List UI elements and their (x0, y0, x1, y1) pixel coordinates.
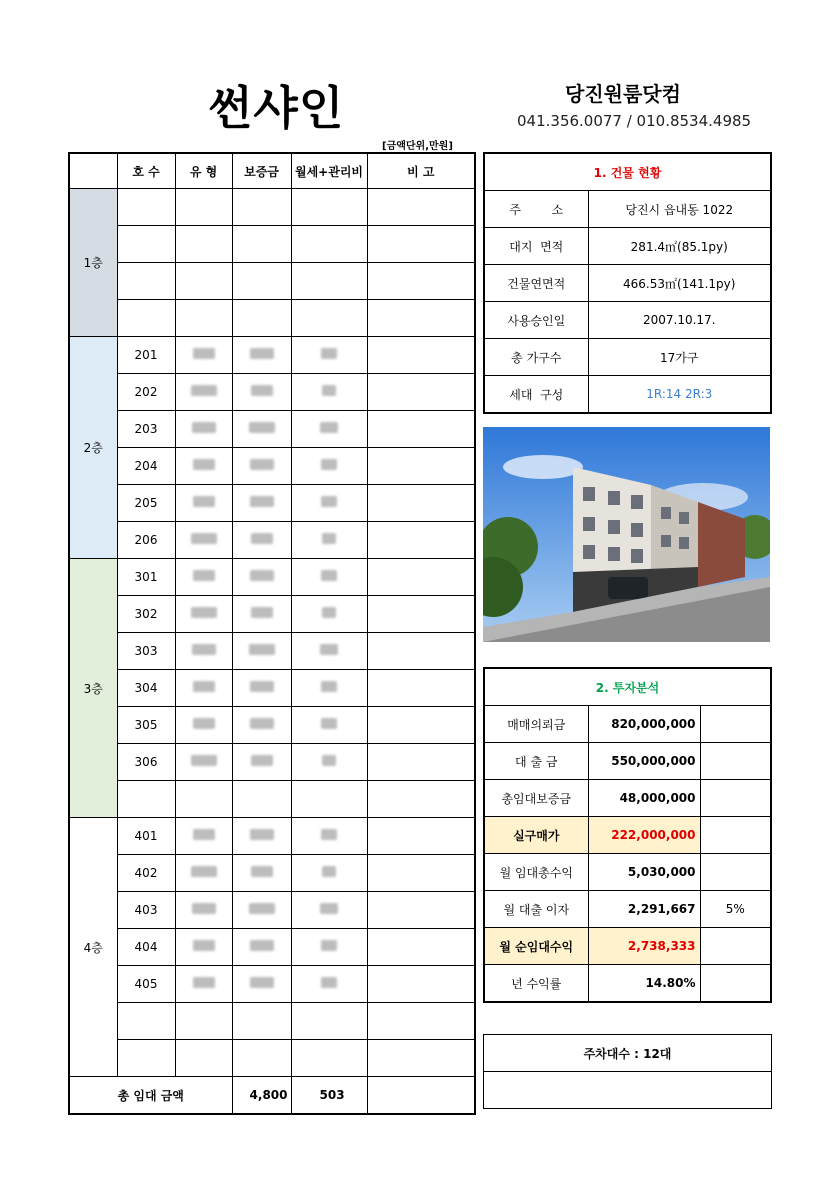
building-name-title: 썬샤인 (208, 81, 345, 135)
redacted-value (251, 755, 273, 766)
building-value: 17가구 (588, 339, 771, 376)
room-remarks (367, 596, 475, 633)
investment-extra (700, 743, 771, 780)
redacted-value (250, 718, 274, 729)
room-deposit (232, 670, 291, 707)
redacted-value (191, 866, 217, 877)
room-monthly (291, 263, 367, 300)
room-type (175, 818, 232, 855)
redacted-value (193, 570, 215, 581)
investment-label: 매매의뢰금 (484, 706, 588, 743)
room-deposit (232, 744, 291, 781)
room-type (175, 966, 232, 1003)
room-type (175, 744, 232, 781)
room-remarks (367, 263, 475, 300)
total-row (69, 1077, 475, 1115)
investment-value: 222,000,000 (588, 817, 700, 854)
room-type (175, 892, 232, 929)
room-deposit (232, 707, 291, 744)
rooms-table (68, 152, 476, 1115)
room-type (175, 707, 232, 744)
room-number: 204 (117, 448, 175, 485)
room-monthly (291, 411, 367, 448)
room-number (117, 226, 175, 263)
redacted-value (250, 570, 274, 581)
room-monthly (291, 559, 367, 596)
investment-label: 총임대보증금 (484, 780, 588, 817)
building-row (484, 191, 771, 228)
room-row (69, 300, 475, 337)
building-label: 총 가구수 (484, 339, 588, 376)
room-row (69, 744, 475, 781)
redacted-value (192, 422, 216, 433)
parking-label: 주차대수 : 12대 (484, 1035, 772, 1072)
building-photo (483, 427, 770, 642)
room-deposit (232, 818, 291, 855)
redacted-value (191, 607, 217, 618)
header-type: 유 형 (175, 153, 232, 189)
room-remarks (367, 300, 475, 337)
room-number: 405 (117, 966, 175, 1003)
redacted-value (193, 459, 215, 470)
redacted-value (191, 533, 217, 544)
room-row (69, 485, 475, 522)
redacted-value (321, 570, 337, 581)
room-monthly (291, 448, 367, 485)
redacted-value (193, 718, 215, 729)
investment-row (484, 780, 771, 817)
room-deposit (232, 300, 291, 337)
redacted-value (251, 533, 273, 544)
room-remarks (367, 522, 475, 559)
room-monthly (291, 781, 367, 818)
room-type (175, 485, 232, 522)
building-info-table (483, 152, 772, 414)
room-row (69, 596, 475, 633)
investment-extra (700, 817, 771, 854)
redacted-value (250, 940, 274, 951)
investment-extra (700, 928, 771, 965)
building-value: 466.53㎡(141.1py) (588, 265, 771, 302)
investment-row (484, 817, 771, 854)
redacted-value (193, 829, 215, 840)
building-label: 세대 구성 (484, 376, 588, 414)
room-row (69, 929, 475, 966)
redacted-value (320, 422, 338, 433)
room-number: 304 (117, 670, 175, 707)
room-remarks (367, 1040, 475, 1077)
room-remarks (367, 892, 475, 929)
building-row (484, 265, 771, 302)
redacted-value (321, 829, 337, 840)
room-row (69, 522, 475, 559)
investment-label: 월 임대총수익 (484, 854, 588, 891)
redacted-value (320, 644, 338, 655)
building-row (484, 228, 771, 265)
room-number: 203 (117, 411, 175, 448)
redacted-value (321, 348, 337, 359)
redacted-value (321, 496, 337, 507)
room-row (69, 707, 475, 744)
room-monthly (291, 892, 367, 929)
room-row (69, 1040, 475, 1077)
room-number (117, 781, 175, 818)
room-deposit (232, 855, 291, 892)
room-number: 403 (117, 892, 175, 929)
company-name: 당진원룸닷컴 (565, 82, 681, 106)
total-remarks (367, 1077, 475, 1115)
room-deposit (232, 263, 291, 300)
building-section-title: 1. 건물 현황 (484, 153, 771, 191)
room-remarks (367, 559, 475, 596)
room-type (175, 559, 232, 596)
room-number: 302 (117, 596, 175, 633)
investment-extra (700, 965, 771, 1003)
room-monthly (291, 522, 367, 559)
room-row (69, 559, 475, 596)
room-type (175, 633, 232, 670)
room-remarks (367, 818, 475, 855)
redacted-value (322, 607, 336, 618)
room-number: 205 (117, 485, 175, 522)
room-number (117, 1040, 175, 1077)
investment-section-title: 2. 투자분석 (484, 668, 771, 706)
investment-row (484, 854, 771, 891)
room-row (69, 633, 475, 670)
redacted-value (250, 829, 274, 840)
room-remarks (367, 448, 475, 485)
room-remarks (367, 929, 475, 966)
room-monthly (291, 596, 367, 633)
redacted-value (251, 385, 273, 396)
room-deposit (232, 633, 291, 670)
room-number (117, 1003, 175, 1040)
investment-value: 48,000,000 (588, 780, 700, 817)
investment-value: 2,291,667 (588, 891, 700, 928)
investment-value: 2,738,333 (588, 928, 700, 965)
redacted-value (193, 496, 215, 507)
room-remarks (367, 670, 475, 707)
investment-label: 대 출 금 (484, 743, 588, 780)
room-type (175, 374, 232, 411)
room-deposit (232, 929, 291, 966)
redacted-value (250, 459, 274, 470)
company-phone: 041.356.0077 / 010.8534.4985 (517, 112, 752, 130)
investment-value: 550,000,000 (588, 743, 700, 780)
room-number: 303 (117, 633, 175, 670)
header-room-no: 호 수 (117, 153, 175, 189)
building-label: 대지 면적 (484, 228, 588, 265)
floor-label: 4층 (69, 818, 117, 1077)
room-number: 401 (117, 818, 175, 855)
room-remarks (367, 1003, 475, 1040)
redacted-value (249, 903, 275, 914)
room-remarks (367, 781, 475, 818)
room-monthly (291, 707, 367, 744)
room-monthly (291, 1003, 367, 1040)
redacted-value (322, 385, 336, 396)
building-value: 당진시 읍내동 1022 (588, 191, 771, 228)
header-remarks: 비 고 (367, 153, 475, 189)
room-remarks (367, 337, 475, 374)
room-remarks (367, 189, 475, 226)
investment-extra (700, 854, 771, 891)
investment-row (484, 743, 771, 780)
redacted-value (321, 718, 337, 729)
redacted-value (250, 681, 274, 692)
room-remarks (367, 855, 475, 892)
building-value: 2007.10.17. (588, 302, 771, 339)
building-row (484, 376, 771, 414)
room-deposit (232, 892, 291, 929)
investment-value: 5,030,000 (588, 854, 700, 891)
room-remarks (367, 411, 475, 448)
redacted-value (251, 607, 273, 618)
unit-note: [금액단위,만원] (382, 141, 453, 152)
room-row (69, 818, 475, 855)
room-deposit (232, 966, 291, 1003)
redacted-value (192, 644, 216, 655)
investment-label: 월 대출 이자 (484, 891, 588, 928)
room-deposit (232, 559, 291, 596)
room-type (175, 1040, 232, 1077)
room-monthly (291, 966, 367, 1003)
room-type (175, 522, 232, 559)
investment-label: 실구매가 (484, 817, 588, 854)
room-number: 404 (117, 929, 175, 966)
redacted-value (249, 422, 275, 433)
investment-row (484, 891, 771, 928)
room-type (175, 448, 232, 485)
room-row (69, 781, 475, 818)
room-type (175, 781, 232, 818)
building-row (484, 339, 771, 376)
investment-extra: 5% (700, 891, 771, 928)
room-row (69, 189, 475, 226)
room-type (175, 1003, 232, 1040)
room-deposit (232, 226, 291, 263)
room-type (175, 226, 232, 263)
room-monthly (291, 633, 367, 670)
room-monthly (291, 670, 367, 707)
room-monthly (291, 300, 367, 337)
room-type (175, 929, 232, 966)
building-value: 281.4㎡(85.1py) (588, 228, 771, 265)
redacted-value (321, 940, 337, 951)
room-deposit (232, 596, 291, 633)
room-number (117, 189, 175, 226)
floor-label: 2층 (69, 337, 117, 559)
floor-label: 3층 (69, 559, 117, 818)
room-type (175, 670, 232, 707)
investment-value: 14.80% (588, 965, 700, 1003)
room-remarks (367, 226, 475, 263)
room-row (69, 411, 475, 448)
room-number: 306 (117, 744, 175, 781)
redacted-value (250, 496, 274, 507)
rooms-header-row (69, 153, 475, 189)
room-deposit (232, 189, 291, 226)
redacted-value (192, 903, 216, 914)
room-type (175, 596, 232, 633)
room-monthly (291, 1040, 367, 1077)
redacted-value (249, 644, 275, 655)
building-row (484, 302, 771, 339)
room-monthly (291, 855, 367, 892)
redacted-value (322, 755, 336, 766)
room-number (117, 300, 175, 337)
header-blank (69, 153, 117, 189)
redacted-value (193, 940, 215, 951)
room-monthly (291, 929, 367, 966)
investment-row (484, 965, 771, 1003)
room-type (175, 189, 232, 226)
building-label: 건물연면적 (484, 265, 588, 302)
redacted-value (191, 755, 217, 766)
room-number: 301 (117, 559, 175, 596)
room-deposit (232, 522, 291, 559)
total-label: 총 임대 금액 (69, 1077, 232, 1115)
room-number: 206 (117, 522, 175, 559)
room-monthly (291, 337, 367, 374)
header-deposit: 보증금 (232, 153, 291, 189)
room-remarks (367, 633, 475, 670)
room-row (69, 226, 475, 263)
parking-table (483, 1034, 772, 1109)
room-monthly (291, 374, 367, 411)
redacted-value (321, 977, 337, 988)
room-deposit (232, 374, 291, 411)
room-number: 202 (117, 374, 175, 411)
room-number: 402 (117, 855, 175, 892)
parking-blank (484, 1072, 772, 1109)
header-monthly: 월세+관리비 (291, 153, 367, 189)
room-row (69, 337, 475, 374)
room-row (69, 448, 475, 485)
room-row (69, 670, 475, 707)
building-value: 1R:14 2R:3 (588, 376, 771, 414)
investment-extra (700, 780, 771, 817)
room-monthly (291, 485, 367, 522)
room-row (69, 263, 475, 300)
room-number: 201 (117, 337, 175, 374)
room-row (69, 855, 475, 892)
floor-label: 1층 (69, 189, 117, 337)
investment-label: 월 순임대수익 (484, 928, 588, 965)
redacted-value (322, 866, 336, 877)
room-monthly (291, 744, 367, 781)
redacted-value (322, 533, 336, 544)
redacted-value (321, 681, 337, 692)
room-deposit (232, 1040, 291, 1077)
redacted-value (250, 348, 274, 359)
total-monthly: 503 (291, 1077, 367, 1115)
room-type (175, 263, 232, 300)
room-row (69, 966, 475, 1003)
total-deposit: 4,800 (232, 1077, 291, 1115)
redacted-value (191, 385, 217, 396)
room-remarks (367, 374, 475, 411)
redacted-value (320, 903, 338, 914)
redacted-value (321, 459, 337, 470)
room-type (175, 300, 232, 337)
room-row (69, 892, 475, 929)
room-monthly (291, 189, 367, 226)
investment-value: 820,000,000 (588, 706, 700, 743)
room-remarks (367, 744, 475, 781)
redacted-value (193, 977, 215, 988)
room-remarks (367, 966, 475, 1003)
room-number (117, 263, 175, 300)
room-deposit (232, 337, 291, 374)
redacted-value (251, 866, 273, 877)
room-deposit (232, 448, 291, 485)
room-row (69, 374, 475, 411)
investment-row (484, 928, 771, 965)
redacted-value (193, 348, 215, 359)
room-monthly (291, 226, 367, 263)
investment-extra (700, 706, 771, 743)
investment-row (484, 706, 771, 743)
room-row (69, 1003, 475, 1040)
redacted-value (250, 977, 274, 988)
room-deposit (232, 485, 291, 522)
room-number: 305 (117, 707, 175, 744)
room-remarks (367, 485, 475, 522)
investment-table (483, 667, 772, 1003)
building-label: 주 소 (484, 191, 588, 228)
room-type (175, 411, 232, 448)
room-remarks (367, 707, 475, 744)
room-deposit (232, 781, 291, 818)
investment-label: 년 수익률 (484, 965, 588, 1003)
room-type (175, 337, 232, 374)
room-deposit (232, 411, 291, 448)
room-deposit (232, 1003, 291, 1040)
redacted-value (193, 681, 215, 692)
building-label: 사용승인일 (484, 302, 588, 339)
room-type (175, 855, 232, 892)
room-monthly (291, 818, 367, 855)
